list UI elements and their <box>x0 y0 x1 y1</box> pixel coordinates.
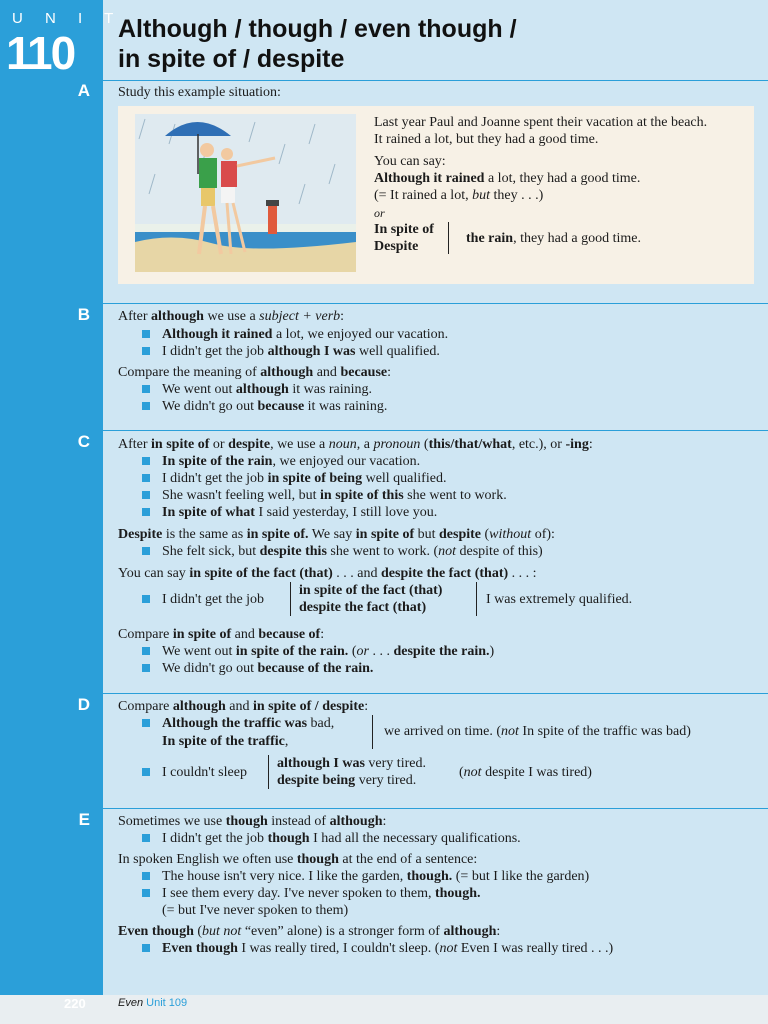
c-fact-rule: You can say in spite of the fact (that) . . . and despite the fact (that) . . . : <box>118 566 537 581</box>
option-despite: Despite <box>374 239 419 254</box>
e-rule-3: Even though (but not “even” alone) is a stronger form of although: <box>118 924 501 939</box>
b-rule: After although we use a subject + verb: <box>118 309 345 324</box>
c-fact-example-end: I was extremely qualified. <box>486 592 633 607</box>
bullet <box>142 474 150 482</box>
c-rule: After in spite of or despite, we use a noun, a pronoun (this/that/what, etc.), or -ing: <box>118 437 593 452</box>
c-example-3: She wasn't feeling well, but in spite of this she went to work. <box>162 488 507 503</box>
section-a-divider <box>103 80 768 81</box>
story-line-2: It rained a lot, but they had a good time. <box>374 132 599 147</box>
example-a3: the rain, they had a good time. <box>466 231 641 246</box>
bullet <box>142 347 150 355</box>
e-example-4: Even though I was really tired, I couldn't sleep. (not Even I was really tired . . .) <box>162 941 614 956</box>
bullet <box>142 457 150 465</box>
c-example-4: In spite of what I said yesterday, I still love you. <box>162 505 438 520</box>
d-example-1-result: we arrived on time. (not In spite of the traffic was bad) <box>384 724 691 739</box>
bullet <box>142 491 150 499</box>
bullet <box>142 768 150 776</box>
bullet <box>142 508 150 516</box>
unit-number: 110 <box>6 27 75 79</box>
section-d-letter: D <box>77 695 90 714</box>
bullet <box>142 872 150 880</box>
page-number: 220 <box>64 996 86 1011</box>
section-e-letter: E <box>78 810 90 829</box>
e-example-1: I didn't get the job though I had all the necessary qualifications. <box>162 831 521 846</box>
section-c-divider <box>103 430 768 431</box>
rainy-beach-picture <box>135 114 356 272</box>
section-d-divider <box>103 693 768 694</box>
left-margin-bar <box>0 0 103 1000</box>
d-compare: Compare although and in spite of / despite: <box>118 699 369 714</box>
section-b-letter: B <box>77 305 90 324</box>
d-example-2-note: (not despite I was tired) <box>459 765 592 780</box>
c-example-1: In spite of the rain, we enjoyed our vacation. <box>162 454 421 469</box>
d-example-2-option-1: although I was very tired. <box>277 756 426 771</box>
c-example-7: We didn't go out because of the rain. <box>162 661 374 676</box>
brace-d-2-left <box>268 755 269 789</box>
you-can-say: You can say: <box>374 154 446 169</box>
c-fact-option-1: in spite of the fact (that) <box>299 583 443 598</box>
c-fact-option-2: despite the fact (that) <box>299 600 427 615</box>
section-a-letter: A <box>77 81 90 100</box>
c-compare: Compare in spite of and because of: <box>118 627 325 642</box>
bullet <box>142 664 150 672</box>
section-e-divider <box>103 808 768 809</box>
section-a-intro: Study this example situation: <box>118 85 281 100</box>
b-example-4: We didn't go out because it was raining. <box>162 399 388 414</box>
e-rule-1: Sometimes we use though instead of although: <box>118 814 387 829</box>
e-example-3: I see them every day. I've never spoken to them, though. <box>162 886 481 901</box>
bullet <box>142 402 150 410</box>
bullet <box>142 944 150 952</box>
option-in-spite-of: In spite of <box>374 222 434 237</box>
brace-c-left <box>290 582 291 616</box>
e-example-3-gloss: (= but I've never spoken to them) <box>162 903 349 918</box>
c-despite-rule: Despite is the same as in spite of. We say in spite of but despite (without of): <box>118 527 555 542</box>
title-line-1: Although / though / even though / <box>118 15 517 43</box>
bullet <box>142 719 150 727</box>
c-fact-example-start: I didn't get the job <box>162 592 265 607</box>
c-example-2: I didn't get the job in spite of being well qualified. <box>162 471 447 486</box>
beach-illustration <box>135 114 356 272</box>
e-example-2: The house isn't very nice. I like the garden, though. (= but I like the garden) <box>162 869 590 884</box>
page-title <box>118 14 517 74</box>
d-example-2-start: I couldn't sleep <box>162 765 247 780</box>
brace-d-1 <box>372 715 373 749</box>
bullet <box>142 595 150 603</box>
example-a1: Although it rained a lot, they had a good time. <box>374 171 641 186</box>
d-example-2-option-2: despite being very tired. <box>277 773 417 788</box>
d-example-1a: Although the traffic was bad, <box>162 716 335 731</box>
bullet <box>142 834 150 842</box>
bullet <box>142 385 150 393</box>
b-compare: Compare the meaning of although and because: <box>118 365 391 380</box>
story-line-1: Last year Paul and Joanne spent their vacation at the beach. <box>374 115 708 130</box>
b-example-2: I didn't get the job although I was well qualified. <box>162 344 440 359</box>
bullet <box>142 889 150 897</box>
bullet <box>142 647 150 655</box>
bullet <box>142 547 150 555</box>
page-footer <box>0 995 768 1024</box>
cross-reference[interactable]: Even Unit 109 <box>118 997 188 1009</box>
b-example-3: We went out although it was raining. <box>162 382 373 397</box>
bullet <box>142 330 150 338</box>
section-b-divider <box>103 303 768 304</box>
example-a2: (= It rained a lot, but they . . .) <box>374 188 544 203</box>
c-example-5: She felt sick, but despite this she went to work. (not despite of this) <box>162 544 543 559</box>
d-example-1b: In spite of the traffic, <box>162 734 289 749</box>
title-line-2: in spite of / despite <box>118 45 345 73</box>
e-rule-2: In spoken English we often use though at the end of a sentence: <box>118 852 478 867</box>
b-example-1: Although it rained a lot, we enjoyed our vacation. <box>162 327 449 342</box>
brace-a <box>448 222 449 254</box>
brace-c-right <box>476 582 477 616</box>
or-label: or <box>374 206 385 220</box>
section-c-letter: C <box>77 432 90 451</box>
unit-label: U N I T <box>12 10 123 27</box>
c-example-6: We went out in spite of the rain. (or . . . despite the rain.) <box>162 644 495 659</box>
